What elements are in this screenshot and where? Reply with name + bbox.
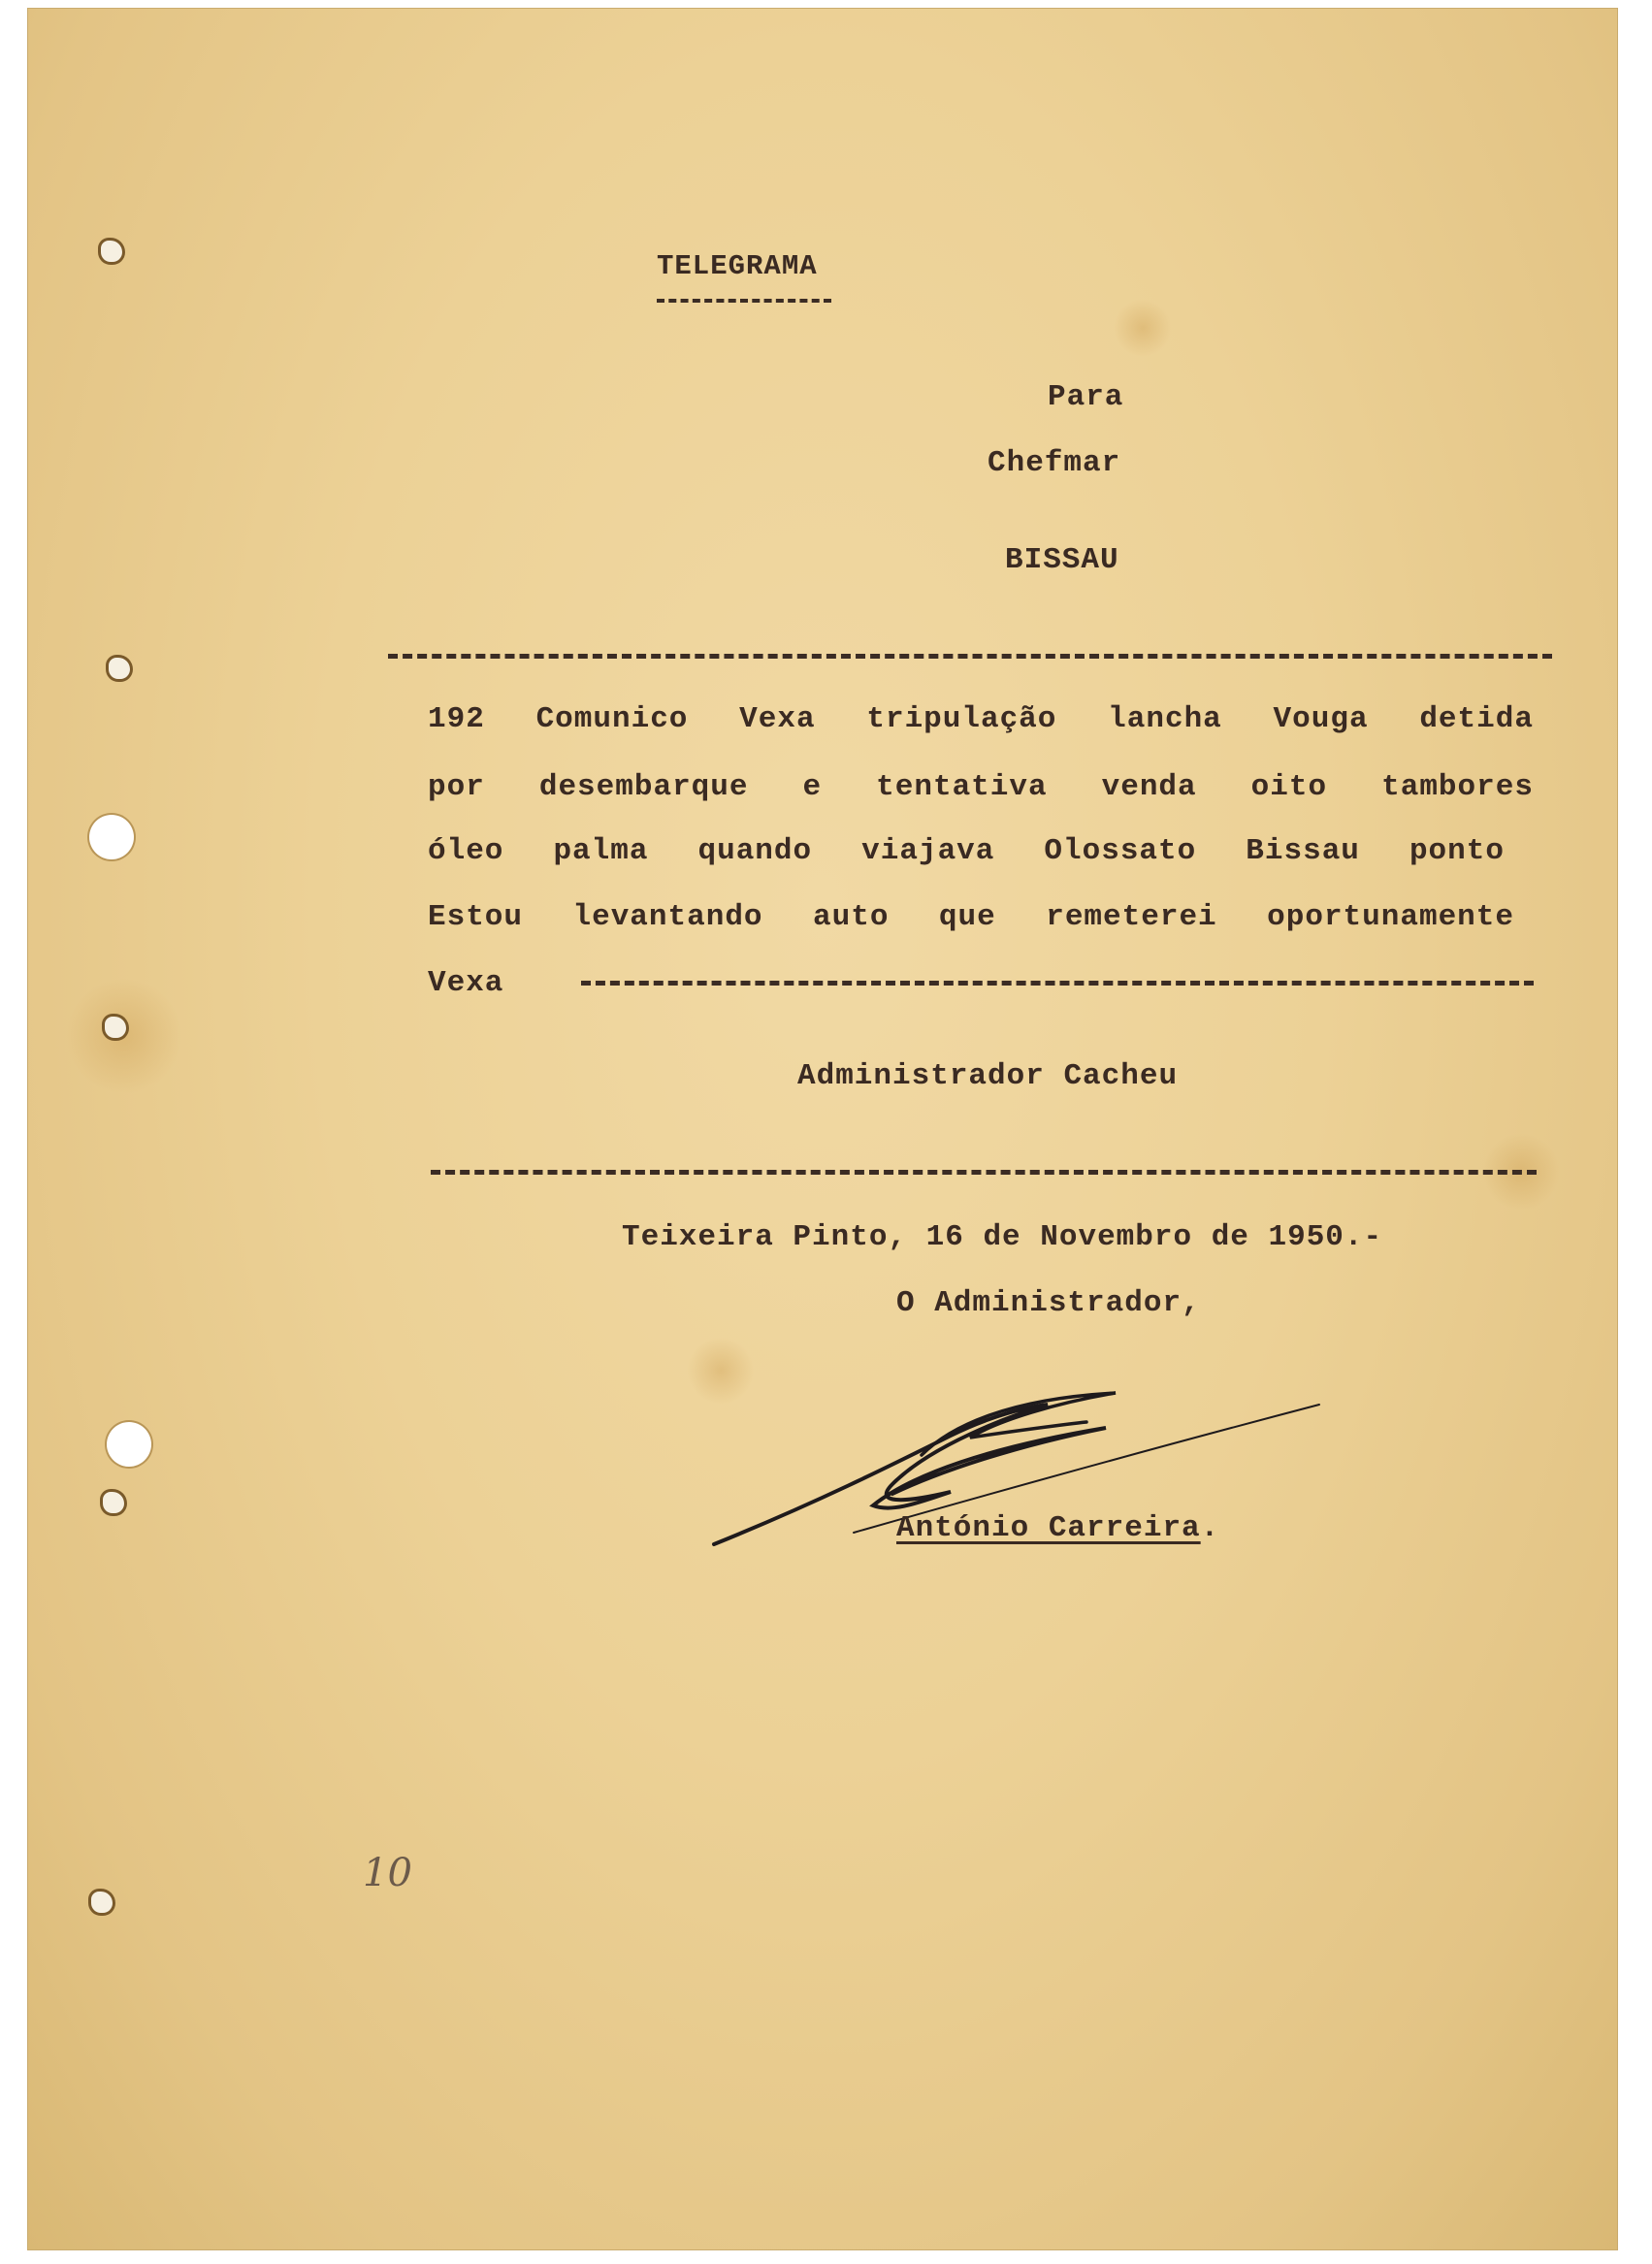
message-line [428, 966, 1534, 1000]
message-word: tentativa [876, 770, 1048, 804]
message-word: Estou [428, 900, 524, 934]
paper-stain [66, 978, 182, 1094]
message-word: levantando [572, 900, 763, 934]
message-word: desembarque [538, 770, 749, 804]
heading-underline [657, 299, 831, 303]
message-line [428, 834, 1505, 868]
message-word: venda [1101, 770, 1197, 804]
punch-mark [109, 658, 130, 679]
to-label: Para [1048, 380, 1124, 414]
message-word: tripulação [866, 702, 1057, 736]
sender: Administrador Cacheu [797, 1059, 1179, 1093]
message-word: oito [1250, 770, 1328, 804]
message-word: e [802, 770, 823, 804]
message-word: 192 [428, 702, 485, 736]
message-line [428, 770, 1534, 804]
message-word: óleo [428, 834, 504, 868]
binder-hole [89, 815, 134, 859]
signatory-line [896, 1511, 1219, 1545]
message-word: Vexa [428, 966, 504, 1000]
message-word: por [428, 770, 485, 804]
signatory-name: António Carreira [896, 1511, 1201, 1545]
message-word: Vouga [1273, 702, 1369, 736]
message-word: oportunamente [1267, 900, 1514, 934]
message-word: auto [813, 900, 890, 934]
message-line [428, 702, 1534, 736]
telegram-heading: TELEGRAMA [657, 250, 818, 282]
recipient: Chefmar [988, 446, 1121, 480]
separator-line [388, 654, 1552, 659]
telegram-sheet [27, 8, 1618, 2250]
paper-stain [1114, 299, 1172, 357]
message-word: remeterei [1046, 900, 1217, 934]
message-word: palma [553, 834, 649, 868]
message-word: lancha [1108, 702, 1222, 736]
separator-line [431, 1170, 1537, 1175]
closing: O Administrador, [896, 1286, 1201, 1320]
punch-mark [101, 241, 122, 262]
punch-mark [105, 1017, 126, 1038]
signatory-period: . [1200, 1511, 1220, 1545]
message-line [428, 900, 1514, 934]
message-word: tambores [1381, 770, 1534, 804]
punch-mark [103, 1492, 124, 1513]
message-word: viajava [861, 834, 995, 868]
message-word: detida [1419, 702, 1534, 736]
punch-mark [91, 1892, 113, 1913]
line-fill-dashes [581, 981, 1534, 986]
pencil-page-number: 10 [363, 1851, 412, 1895]
message-word: que [938, 900, 996, 934]
place-date: Teixeira Pinto, 16 de Novembro de 1950.- [622, 1220, 1383, 1254]
message-word: Comunico [535, 702, 689, 736]
message-word: quando [697, 834, 813, 868]
recipient-city: BISSAU [1005, 543, 1119, 577]
message-word: Vexa [739, 702, 816, 736]
message-word: Bissau [1246, 834, 1360, 868]
message-word: Olossato [1044, 834, 1197, 868]
message-word: ponto [1409, 834, 1505, 868]
binder-hole [107, 1422, 151, 1467]
